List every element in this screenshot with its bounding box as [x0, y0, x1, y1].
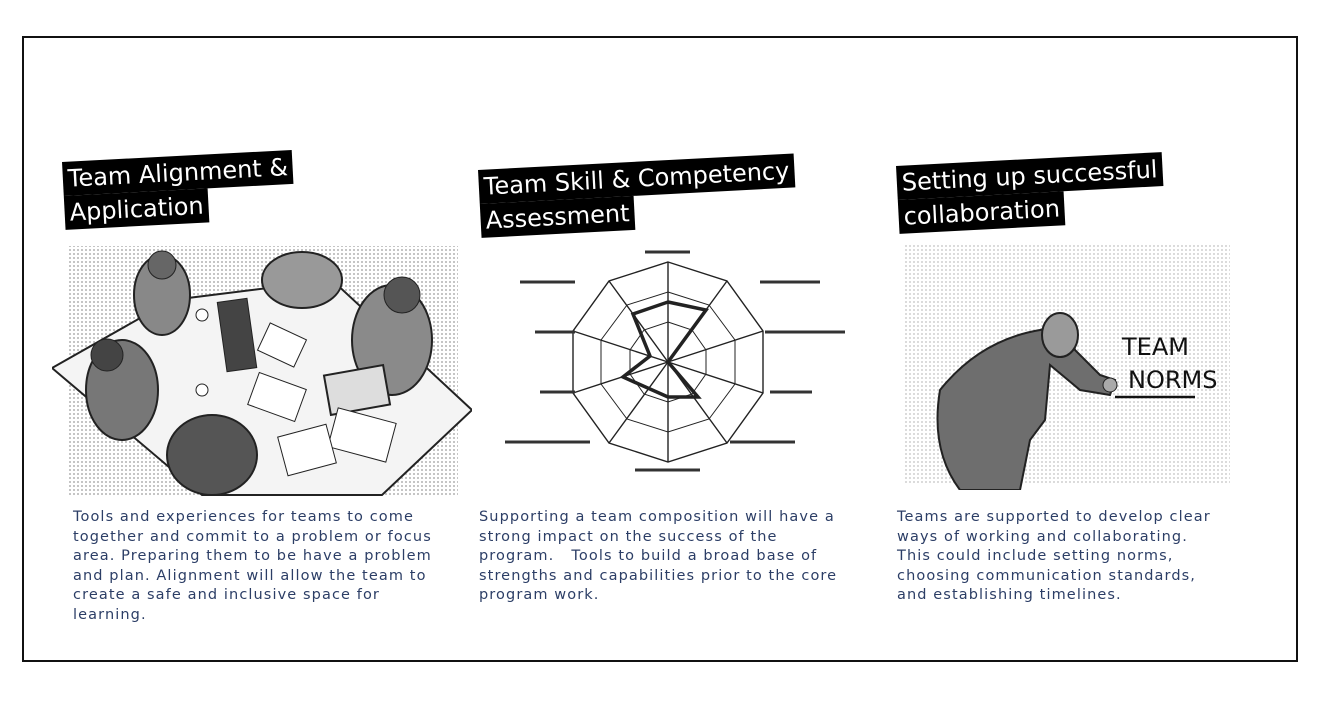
card-3-title-line-1: Setting up successful [896, 152, 1163, 200]
card-2-title-line-2: Assessment [480, 196, 636, 238]
card-3-title-line-2: collaboration [898, 191, 1066, 234]
card-3-title [896, 152, 1165, 234]
card-1-title-line-2: Application [64, 188, 210, 229]
team-collaboration-illustration [52, 240, 472, 500]
radar-data-shape [623, 302, 706, 397]
card-1-title [62, 150, 296, 230]
card-3-description: Teams are supported to develop clear ways of working and collaborating. This could include setting norms, choosing communication standards, and establishing timelines. [897, 509, 1211, 603]
person-writing-illustration [900, 240, 1230, 490]
card-1-description: Tools and experiences for teams to come together and commit to a problem or focus area. Preparing them to be have a problem and plan. Alignment will allow the team to create a safe and inclusive space for learning. [73, 509, 432, 623]
radar-chart-illustration [500, 240, 850, 480]
card-2-description: Supporting a team composition will have a strong impact on the success of the program. Tools to build a broad base of strengths and capabilities prior to the core program work. [479, 509, 838, 603]
card-2-title-line-1: Team Skill & Competency [478, 153, 795, 203]
card-1-title-line-1: Team Alignment & [62, 150, 294, 196]
board-text-line-1: TEAM [1122, 333, 1189, 361]
board-text-line-2: NORMS [1128, 366, 1218, 394]
